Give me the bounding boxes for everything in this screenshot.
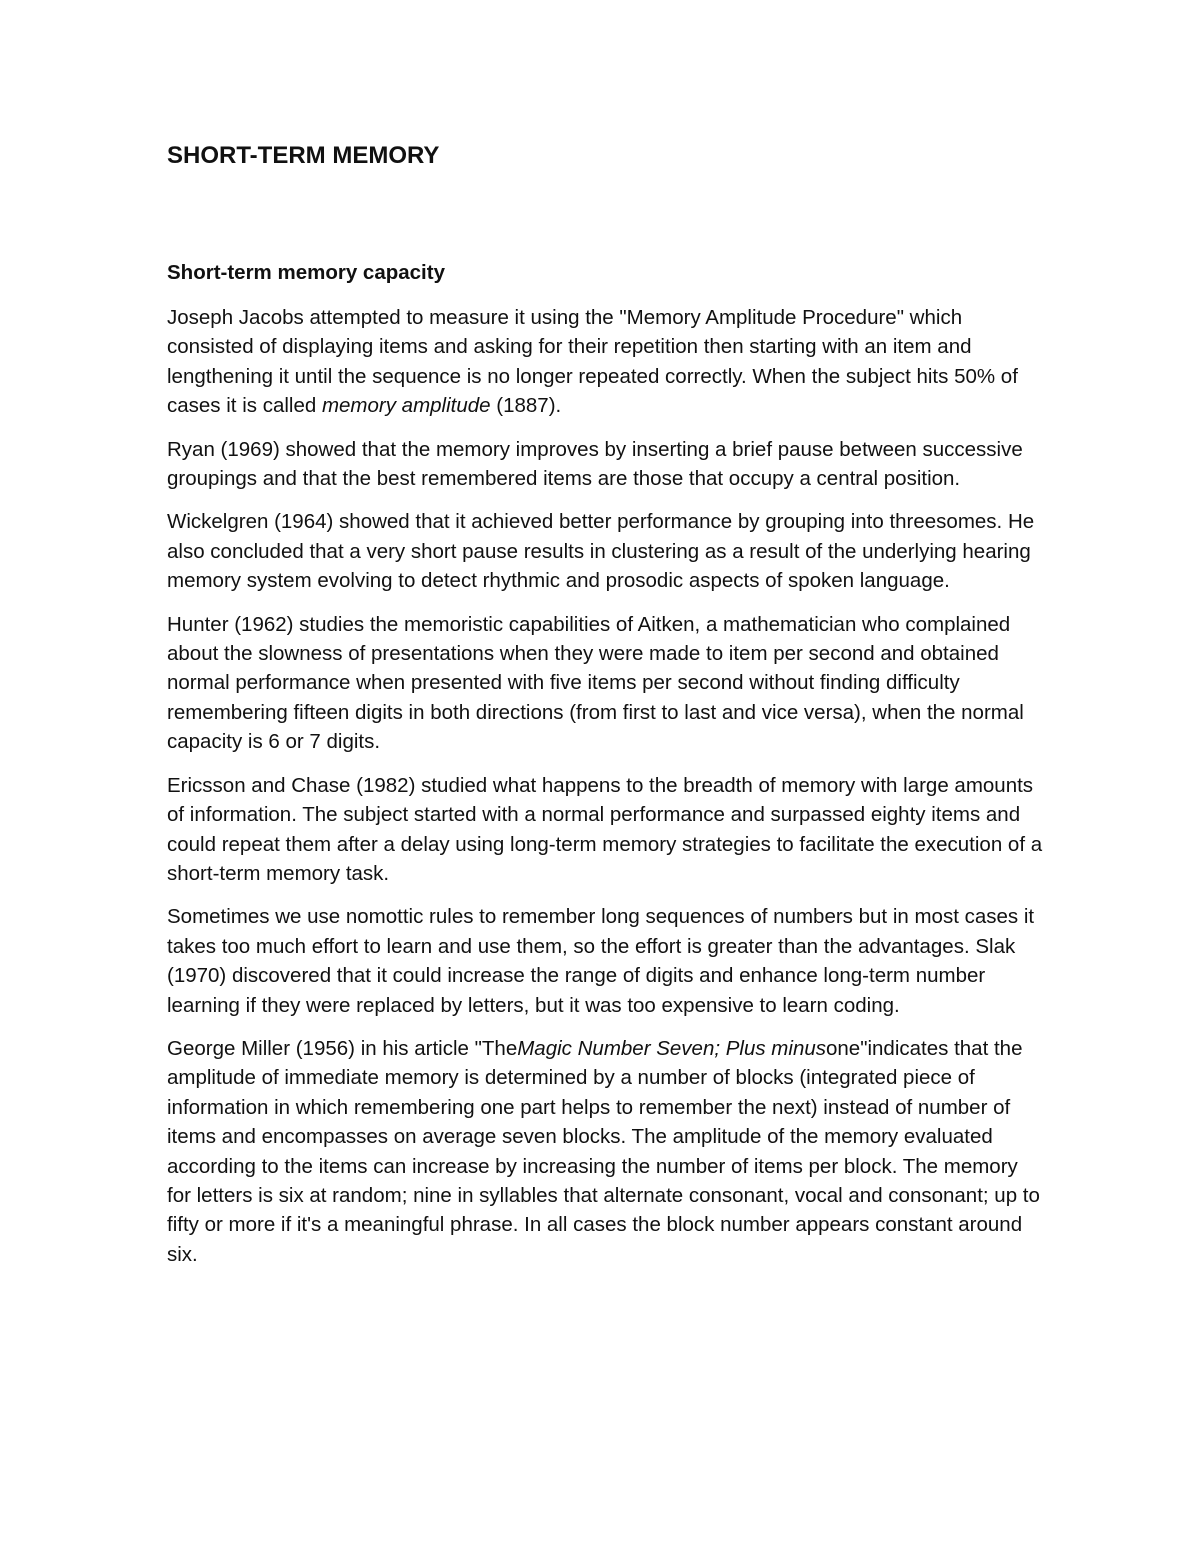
page-title: SHORT-TERM MEMORY	[167, 142, 440, 169]
paragraph-slak: Sometimes we use nomottic rules to remember long sequences of numbers but in most cases it takes too much effort to learn and use them, so the effort is greater than the advantages. Slak (1970) discovered that it could increase the range of digits and enhance long-term number learning if they were replaced by letters, but it was too expensive to learn coding.	[167, 905, 1035, 1017]
paragraph-text: George Miller (1956) in his article "The	[167, 1036, 518, 1060]
document-body	[167, 138, 1047, 1269]
emphasis-article-title: Magic Number Seven; Plus minus	[517, 1036, 826, 1060]
paragraph-wickelgren: Wickelgren (1964) showed that it achieved better performance by grouping into threesomes. He also concluded that a very short pause results in clustering as a result of the underlying hearing memory system evolving to detect rhythmic and prosodic aspects of spoken language.	[167, 510, 1035, 593]
emphasis-term: memory amplitude	[321, 394, 491, 418]
paragraph-miller	[167, 1034, 1047, 1269]
paragraph-ryan: Ryan (1969) showed that the memory improves by inserting a brief pause between successive groupings and that the best remembered items are those that occupy a central position.	[167, 437, 1023, 491]
paragraph-hunter: Hunter (1962) studies the memoristic capabilities of Aitken, a mathematician who complained about the slowness of presentations when they were made to item per second and obtained normal performance when presented with five items per second without finding difficulty remembering fifteen digits in both directions (from first to last and vice versa), when the normal capacity is 6 or 7 digits.	[167, 612, 1024, 754]
paragraph-text: Joseph Jacobs attempted to measure it using the "Memory Amplitude Procedure" which consisted of displaying items and asking for their repetition then starting with an item and lengthening it until the sequence is no longer repeated correctly. When the subject hits 50% of cases it is called	[167, 306, 1018, 418]
paragraph-text: (1887).	[490, 394, 562, 418]
paragraph-text: one"indicates that the amplitude of immediate memory is determined by a number of blocks (integrated piece of information in which remembering one part helps to remember the next) instead of number of items and encompasses on average seven blocks. The amplitude of the memory evaluated according to the items can increase by increasing the number of items per block. The memory for letters is six at random; nine in syllables that alternate consonant, vocal and consonant; up to fifty or more if it's a meaningful phrase. In all cases the block number appears constant around six.	[167, 1036, 1040, 1266]
section-heading: Short-term memory capacity	[167, 261, 445, 284]
paragraph-ericsson-chase: Ericsson and Chase (1982) studied what happens to the breadth of memory with large amounts of information. The subject started with a normal performance and surpassed eighty items and could repeat them after a delay using long-term memory strategies to facilitate the execution of a short-term memory task.	[167, 773, 1043, 885]
paragraph-jacobs	[167, 303, 1047, 421]
